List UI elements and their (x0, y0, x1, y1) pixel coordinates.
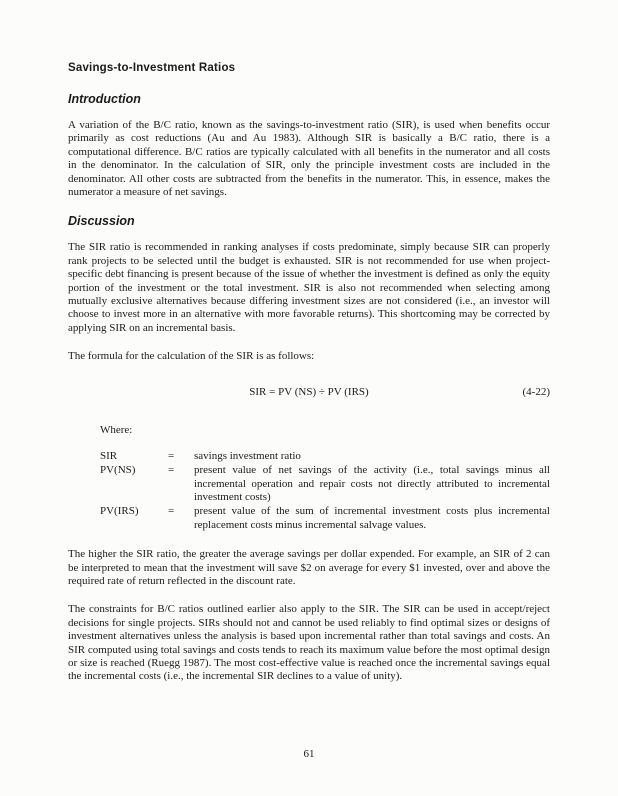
definition-row (100, 464, 550, 504)
definition-text: present value of net savings of the activity (i.e., total savings minus all incremental operation and repair costs not directly attributed to incremental investment costs) (194, 464, 550, 503)
discussion-paragraph-3: The constraints for B/C ratios outlined earlier also apply to the SIR. The SIR can be used in accept/reject decisions for single projects. SIRs should not and cannot be used reliably to find optimal sizes or designs of investment alternatives unless the analysis is based upon incremental rather than total savings and costs. An SIR computed using total savings and costs tends to reach its maximum value before the most optimal design or size is reached (Ruegg 1987). The most cost-effective value is reached once the incremental savings equal the incremental costs (i.e., the incremental SIR declines to a value of unity). (68, 603, 550, 683)
sir-formula: SIR = PV (NS) ÷ PV (IRS) (249, 385, 369, 398)
introduction-paragraph: A variation of the B/C ratio, known as the savings-to-investment ratio (SIR), is used when benefits occur primarily as cost reductions (Au and Au 1983). Although SIR is basically a B/C ratio, there is a computational difference. B/C ratios are typically calculated with all benefits in the numerator and all costs in the denominator. In the calculation of SIR, only the principle investment costs are included in the denominator. All other costs are subtracted from the benefits in the numerator. This, in essence, makes the numerator a measure of net savings. (68, 119, 550, 199)
page-number: 61 (303, 748, 315, 760)
definition-term: PV(IRS) (100, 505, 139, 518)
discussion-paragraph-2: The higher the SIR ratio, the greater the average savings per dollar expended. For example, an SIR of 2 can be interpreted to mean that the investment will save $2 on average for every $1 invested, over and above the required rate of return reflected in the discount rate. (68, 548, 550, 587)
equation-number: (4-22) (522, 385, 550, 398)
definition-text: present value of the sum of incremental investment costs plus incremental replacement costs minus incremental salvage values. (194, 505, 550, 531)
equals-sign: = (168, 505, 175, 518)
definition-term: PV(NS) (100, 464, 136, 477)
definition-list (100, 450, 550, 532)
page-title: Savings-to-Investment Ratios (68, 62, 236, 74)
section-heading-discussion: Discussion (68, 214, 135, 229)
discussion-paragraph-1: The SIR ratio is recommended in ranking analyses if costs predominate, simply because SIR can properly rank projects to be selected until the budget is exhausted. SIR is not recommended for use when project-specific debt financing is present because of the issue of whether the investment is defined as only the equity portion of the investment or the total investment. SIR is also not recommended when selecting among mutually exclusive alternatives because differing investment sizes are not considered (i.e., an investor will choose to invest more in an alternative with more favorable returns). This shortcoming may be corrected by applying SIR on an incremental basis. (68, 241, 550, 334)
definition-row (100, 505, 550, 532)
section-heading-introduction: Introduction (68, 92, 141, 106)
equals-sign: = (168, 464, 175, 477)
formula-intro-paragraph: The formula for the calculation of the SIR is as follows: (68, 350, 315, 363)
definition-text: savings investment ratio (194, 449, 301, 462)
equals-sign: = (168, 449, 175, 462)
definition-term: SIR (100, 449, 118, 462)
where-label: Where: (100, 423, 133, 436)
formula-row (68, 386, 550, 400)
definition-row (100, 450, 550, 463)
